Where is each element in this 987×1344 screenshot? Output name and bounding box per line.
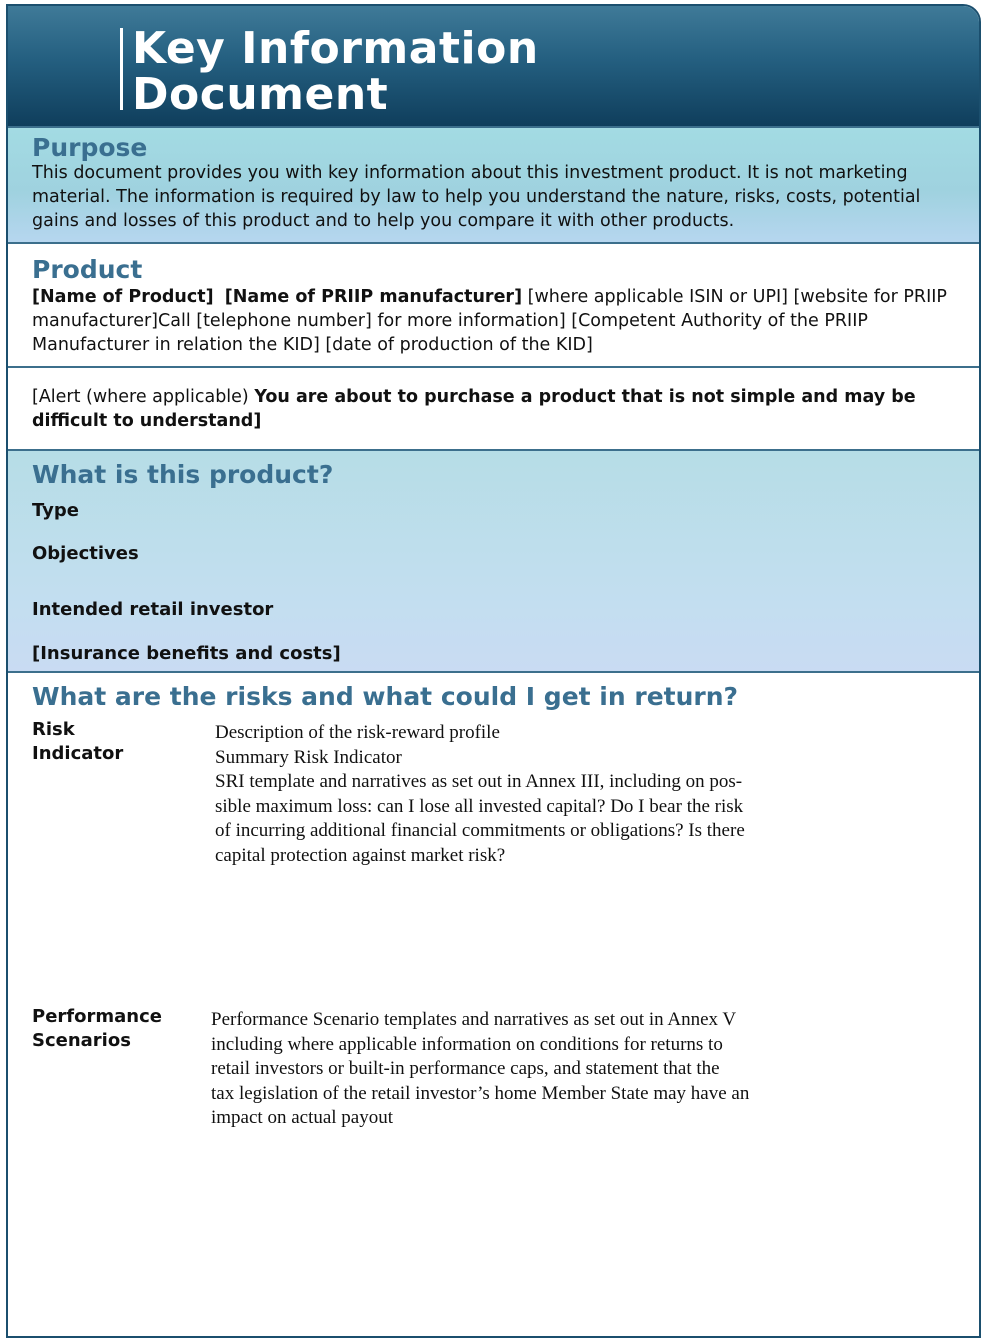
product-name: [Name of Product]: [32, 287, 214, 307]
alert-section: [8, 368, 979, 451]
risk-indicator-text: [215, 721, 745, 868]
purpose-heading: Purpose: [32, 133, 148, 162]
what-is-section: [8, 451, 979, 673]
risk-line: SRI template and narratives as set out in Annex III, including on pos-: [215, 771, 743, 792]
header-divider: [120, 28, 123, 110]
title-line-1: Key Information: [132, 23, 539, 74]
risk-line: sible maximum loss: can I lose all invested capital? Do I bear the risk: [215, 795, 744, 817]
performance-scenarios-label: [32, 1005, 162, 1053]
intended-investor-label: Intended retail investor: [32, 599, 274, 620]
purpose-section: [8, 126, 979, 244]
risk-label-line-1: Risk: [32, 719, 75, 740]
insurance-label: [Insurance benefits and costs]: [32, 643, 341, 664]
risk-line: Summary Risk Indicator: [215, 746, 402, 768]
title-line-2: Document: [132, 69, 389, 120]
alert-text: [32, 385, 957, 433]
performance-line: including where applicable information on conditions for returns to: [211, 1033, 723, 1055]
performance-label-line-1: Performance: [32, 1006, 162, 1027]
performance-line: Performance Scenario templates and narratives as set out in Annex V: [211, 1009, 737, 1030]
product-heading: Product: [32, 255, 143, 284]
document-header: [8, 6, 979, 126]
risk-line: Description of the risk-reward profile: [215, 722, 500, 743]
what-is-heading: What is this product?: [32, 460, 334, 489]
performance-label-line-2: Scenarios: [32, 1030, 131, 1051]
document-title: [132, 23, 539, 120]
type-label: Type: [32, 500, 79, 521]
risk-indicator-label: [32, 718, 123, 766]
manufacturer-name: [Name of PRIIP manufacturer]: [224, 287, 523, 307]
performance-line: retail investors or built-in performance caps, and statement that the: [211, 1058, 720, 1079]
risks-heading: What are the risks and what could I get in return?: [32, 682, 739, 711]
performance-scenarios-text: [211, 1008, 749, 1131]
objectives-label: Objectives: [32, 543, 139, 564]
product-details: [where applicable ISIN or UPI] [website for PRIIP manufacturer]Call [telephone number] for more information] [Competent Authority of the PRIIP Manufacturer in relation the KID] [date of production of the KID]: [32, 287, 947, 355]
performance-line: impact on actual payout: [211, 1107, 394, 1128]
purpose-text: This document provides you with key information about this investment product. It is not marketing material. The information is required by law to help you understand the nature, risks, costs, potential gains and losses of this product and to help you compare it with other products.: [32, 163, 921, 231]
alert-prefix: [Alert (where applicable): [32, 387, 255, 407]
risk-label-line-2: Indicator: [32, 743, 124, 764]
alert-bold-text: You are about to purchase a product that is not simple and may be difficult to understand]: [32, 387, 916, 431]
product-section: [8, 244, 979, 368]
risk-line: capital protection against market risk?: [215, 844, 506, 866]
document-frame: [6, 4, 981, 1338]
product-text: [32, 285, 957, 357]
performance-line: tax legislation of the retail investor’s home Member State may have an: [211, 1082, 750, 1104]
risk-line: of incurring additional financial commitments or obligations? Is there: [215, 820, 745, 841]
